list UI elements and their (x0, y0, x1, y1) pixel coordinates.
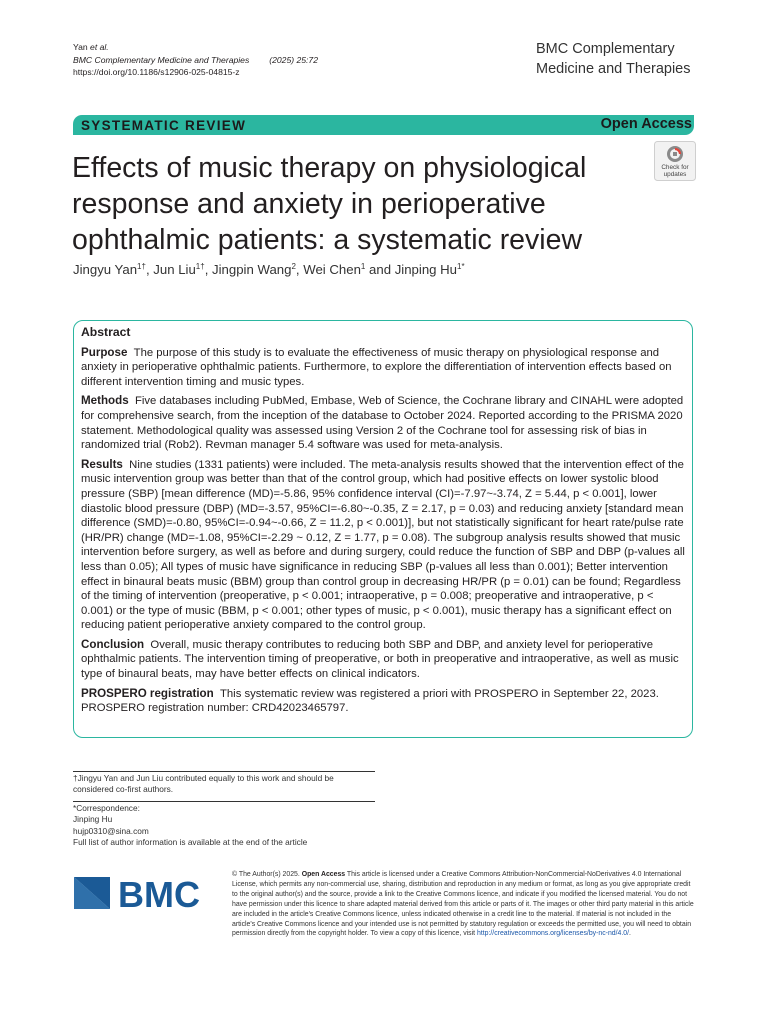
bmc-logo-icon (74, 873, 214, 913)
author-separator: , (145, 262, 154, 277)
author-name[interactable]: Jun Liu (153, 262, 196, 277)
author-name[interactable]: Jinping Hu (394, 262, 458, 277)
check-for-updates-badge[interactable] (654, 141, 696, 181)
header-doi[interactable]: https://doi.org/10.1186/s12906-025-04815-z (73, 67, 240, 78)
bmc-logo (74, 873, 214, 918)
author-separator: , (204, 262, 213, 277)
badge-line1: Check for (661, 164, 689, 171)
abstract-results: Results Nine studies (1331 patients) were included. The meta-analysis results showed that the intervention effect of the music intervention group was better than that of the control group, which had positive effects on lower systolic blood pressure (SBP) [mean difference (MD)=-5.86, 95% confidence interval (CI)=-7.97~-3.74, Z = 5.44, p < 0.001], lower diastolic blood pressure (DBP) (MD=-3.57, 95%CI=-6.80~-0.35, Z = 2.17, p = 0.03) and reducing anxiety [standard mean difference (SMD)=-0.80, 95%CI=-0.94~-0.66, Z = 11.2, p < 0.001)], but not statistically significant for heart rate/pulse rate (HR/PR) change (MD=-1.08, 95%CI=-2.29 ~ 0.12, Z = 1.77, p = 0.08). The subgroup analysis results showed that music intervention before surgery, as well as before and during surgery, could reduce the function of SBP and DBP (p-values all less than 0.05); All types of music have significance in reducing SBP (p-values all less than 0.001); Better intervention effect in binaural beats music (BBM) group than control group in decreasing HR/PR (p = 0.01) can be found; Regardless of the timing of intervention (preoperative, p < 0.001; intraoperative, p = 0.008; preoperative and intraoperative, p < 0.001) or the type of music (BBM, p < 0.001; other types of music, p < 0.001), music therapy has a significant effect on reducing patient perioperative anxiety compared to the control group. (81, 457, 685, 632)
abstract-purpose: Purpose The purpose of this study is to evaluate the effectiveness of music therapy on physiological response and anxiety in perioperative ophthalmic patients. Furthermore, to explore the differentiation of intervention effects based on different intervention timing and music types. (81, 345, 672, 388)
author-separator: , (295, 262, 304, 277)
affiliation-note: Full list of author information is available at the end of the article (73, 837, 308, 848)
correspondence-name: Jinping Hu (73, 814, 113, 825)
header-authors: Yan (73, 42, 91, 52)
abstract-registration: PROSPERO registration This systematic review was registered a priori with PROSPERO in September 22, 2023. PROSPERO registration number: CRD42023465797. (81, 686, 659, 715)
equal-contribution-note: †Jingyu Yan and Jun Liu contributed equally to this work and should be considered co-first authors. (73, 773, 334, 795)
author-affiliation-mark: 1* (457, 262, 465, 271)
author-name[interactable]: Jingyu Yan (73, 262, 138, 277)
author-affiliation-mark: 2 (291, 262, 296, 271)
badge-line2: updates (663, 171, 687, 178)
abstract-heading: Abstract (81, 325, 131, 339)
author-affiliation-mark: 1 (360, 262, 366, 271)
author-list (73, 262, 465, 277)
journal-name: BMC Complementary Medicine and Therapies (536, 41, 691, 77)
abstract (81, 325, 685, 721)
header-year-volume: (2025) 25:72 (269, 54, 318, 65)
author-name[interactable]: Wei Chen (303, 262, 361, 277)
author-separator: and (365, 262, 395, 277)
abstract-methods: Methods Five databases including PubMed, Embase, Web of Science, the Cochrane library and CINAHL were adopted for comprehensive search, from the inception of the database to October 2024. Reported according to the PRISMA 2020 statement. Methodological quality was assessed using Version 2 of the Cochrane tool for assessing risk of bias in randomized trial (Rob2). Revman manager 5.4 software was used for meta-analysis. (81, 394, 684, 452)
footnote-divider-2 (73, 801, 375, 802)
footnote-divider (73, 771, 375, 772)
correspondence-email[interactable]: hujp0310@sina.com (73, 825, 149, 836)
open-access-label: Open Access (600, 116, 692, 132)
author-affiliation-mark: 1† (137, 262, 146, 271)
bmc-logo-text: BMC (118, 874, 200, 913)
header-et-al: et al. (90, 42, 109, 52)
license-text: © The Author(s) 2025. Open Access This article is licensed under a Creative Commons Attribution-NonCommercial-NoDerivatives 4.0 International License, which permits any non-commercial use, sharing, distribution and reproduction in any medium or format, as long as you give appropriate credit to the original author(s) and the source, provide a link to the Creative Commons licence, and indicate if you modified the licensed material. You do not have permission under this licence to share adapted material derived from this article or parts of it. The images or other third party material in this article are included in the article's Creative Commons licence, unless indicated otherwise in a credit line to the material. If material is not included in the article's Creative Commons licence and your intended use is not permitted by statutory regulation or exceeds the permitted use, you will need to obtain permission directly from the copyright holder. To view a copy of this licence, visit http://creativecommons.org/licenses/by-nc-nd/4.0/. (232, 871, 694, 938)
correspondence-label: *Correspondence: (73, 803, 140, 813)
article-type-label: SYSTEMATIC REVIEW (81, 118, 247, 133)
article-title: Effects of music therapy on physiological response and anxiety in perioperative ophthalmic patients: a systematic review (72, 152, 587, 256)
author-name[interactable]: Jingpin Wang (212, 262, 292, 277)
abstract-conclusion: Conclusion Overall, music therapy contributes to reducing both SBP and DBP, and anxiety level for perioperative ophthalmic patients. The intervention timing of preoperative, or both in preoperative and intraoperative, as well as music type of binaural beats, may have better effects on clinical indicators. (81, 637, 679, 681)
author-affiliation-mark: 1† (195, 262, 205, 271)
correspondence (73, 803, 373, 849)
license-link[interactable]: http://creativecommons.org/licenses/by-nc-nd/4.0/ (476, 930, 630, 938)
running-header (73, 41, 318, 79)
header-journal: BMC Complementary Medicine and Therapies (73, 54, 250, 65)
